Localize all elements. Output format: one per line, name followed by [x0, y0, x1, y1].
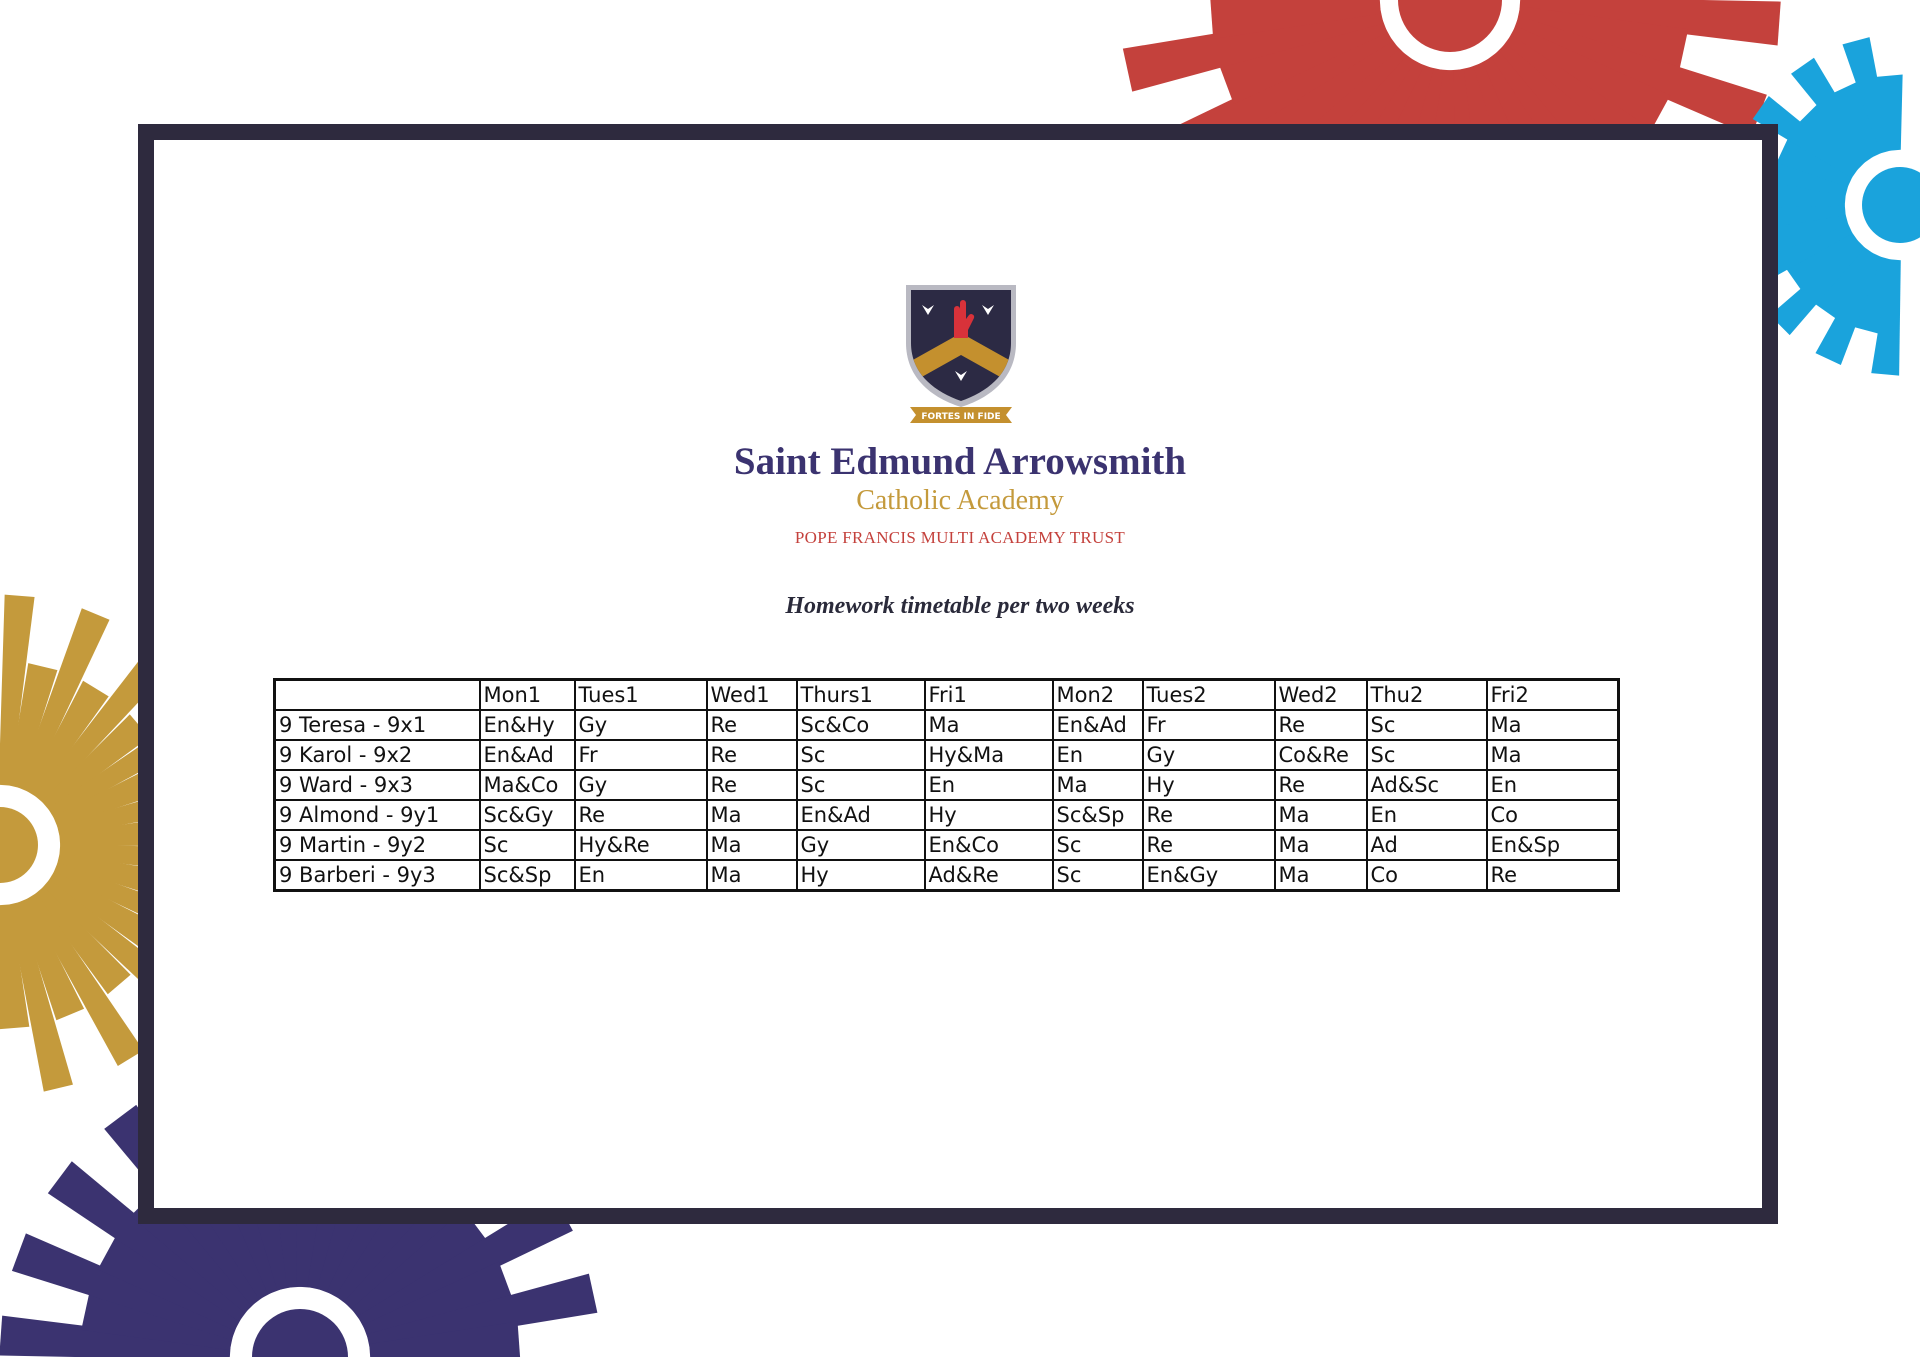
- subject-cell: En&Sp: [1487, 830, 1619, 860]
- class-name-cell: 9 Almond - 9y1: [275, 800, 480, 830]
- subject-cell: Ma: [925, 710, 1053, 740]
- subject-cell: Re: [1275, 710, 1367, 740]
- subject-cell: Gy: [575, 770, 707, 800]
- column-header: Tues2: [1143, 680, 1275, 711]
- class-name-cell: 9 Martin - 9y2: [275, 830, 480, 860]
- subject-cell: En: [1367, 800, 1487, 830]
- subject-cell: Ma: [1053, 770, 1143, 800]
- subject-cell: Re: [575, 800, 707, 830]
- subject-cell: En&Ad: [1053, 710, 1143, 740]
- subject-cell: Re: [1487, 860, 1619, 891]
- column-header: Wed2: [1275, 680, 1367, 711]
- subject-cell: Ma: [1275, 800, 1367, 830]
- subject-cell: Hy: [1143, 770, 1275, 800]
- subject-cell: Hy: [925, 800, 1053, 830]
- table-header-row: [275, 680, 1619, 711]
- class-name-cell: 9 Barberi - 9y3: [275, 860, 480, 891]
- subject-cell: Ma: [1275, 860, 1367, 891]
- subject-cell: Hy: [797, 860, 925, 891]
- class-name-cell: 9 Teresa - 9x1: [275, 710, 480, 740]
- column-header: Thu2: [1367, 680, 1487, 711]
- subject-cell: Ad: [1367, 830, 1487, 860]
- column-header: [275, 680, 480, 711]
- subject-cell: Fr: [1143, 710, 1275, 740]
- subject-cell: Co&Re: [1275, 740, 1367, 770]
- subject-cell: Re: [1143, 800, 1275, 830]
- school-name: Saint Edmund Arrowsmith: [733, 440, 1187, 483]
- subject-cell: Ma: [1275, 830, 1367, 860]
- subject-cell: En: [1487, 770, 1619, 800]
- column-header: Fri1: [925, 680, 1053, 711]
- column-header: Mon1: [480, 680, 575, 711]
- table-row: [275, 830, 1619, 860]
- table-row: [275, 710, 1619, 740]
- column-header: Tues1: [575, 680, 707, 711]
- subject-cell: Sc: [797, 770, 925, 800]
- column-header: Fri2: [1487, 680, 1619, 711]
- subject-cell: Re: [1143, 830, 1275, 860]
- subject-cell: En&Hy: [480, 710, 575, 740]
- subject-cell: Hy&Re: [575, 830, 707, 860]
- subject-cell: Sc: [480, 830, 575, 860]
- subject-cell: Sc&Sp: [480, 860, 575, 891]
- subject-cell: Gy: [1143, 740, 1275, 770]
- table-row: [275, 740, 1619, 770]
- column-header: Thurs1: [797, 680, 925, 711]
- school-subtitle: Catholic Academy: [856, 485, 1064, 516]
- subject-cell: Re: [707, 740, 797, 770]
- trust-name: POPE FRANCIS MULTI ACADEMY TRUST: [794, 528, 1126, 547]
- subject-cell: Ma&Co: [480, 770, 575, 800]
- subject-cell: Re: [1275, 770, 1367, 800]
- subject-cell: Sc: [1367, 740, 1487, 770]
- subject-cell: En&Gy: [1143, 860, 1275, 891]
- decorative-sunburst-gold: [0, 580, 160, 1100]
- subject-cell: Sc: [1367, 710, 1487, 740]
- subject-cell: Sc&Sp: [1053, 800, 1143, 830]
- subject-cell: Fr: [575, 740, 707, 770]
- class-name-cell: 9 Karol - 9x2: [275, 740, 480, 770]
- document-title: Homework timetable per two weeks: [785, 593, 1135, 619]
- subject-cell: Ma: [707, 860, 797, 891]
- subject-cell: Ma: [1487, 710, 1619, 740]
- homework-timetable: [273, 678, 1620, 892]
- subject-cell: Ad&Re: [925, 860, 1053, 891]
- table-row: [275, 800, 1619, 830]
- subject-cell: Re: [707, 770, 797, 800]
- subject-cell: Co: [1487, 800, 1619, 830]
- subject-cell: En&Ad: [797, 800, 925, 830]
- subject-cell: En: [925, 770, 1053, 800]
- subject-cell: En&Ad: [480, 740, 575, 770]
- subject-cell: Gy: [575, 710, 707, 740]
- subject-cell: Sc&Co: [797, 710, 925, 740]
- subject-cell: Ma: [707, 800, 797, 830]
- decorative-sunburst-red: [1070, 0, 1830, 130]
- column-header: Wed1: [707, 680, 797, 711]
- subject-cell: Co: [1367, 860, 1487, 891]
- school-crest-icon: [898, 283, 1024, 423]
- subject-cell: Sc: [797, 740, 925, 770]
- subject-cell: Ma: [707, 830, 797, 860]
- subject-cell: Sc: [1053, 860, 1143, 891]
- subject-cell: Gy: [797, 830, 925, 860]
- table-row: [275, 860, 1619, 891]
- subject-cell: Re: [707, 710, 797, 740]
- subject-cell: Sc: [1053, 830, 1143, 860]
- subject-cell: Sc&Gy: [480, 800, 575, 830]
- subject-cell: En&Co: [925, 830, 1053, 860]
- table-row: [275, 770, 1619, 800]
- class-name-cell: 9 Ward - 9x3: [275, 770, 480, 800]
- subject-cell: En: [1053, 740, 1143, 770]
- subject-cell: Hy&Ma: [925, 740, 1053, 770]
- subject-cell: En: [575, 860, 707, 891]
- column-header: Mon2: [1053, 680, 1143, 711]
- subject-cell: Ma: [1487, 740, 1619, 770]
- subject-cell: Ad&Sc: [1367, 770, 1487, 800]
- crest-motto: FORTES IN FIDE: [921, 412, 1001, 422]
